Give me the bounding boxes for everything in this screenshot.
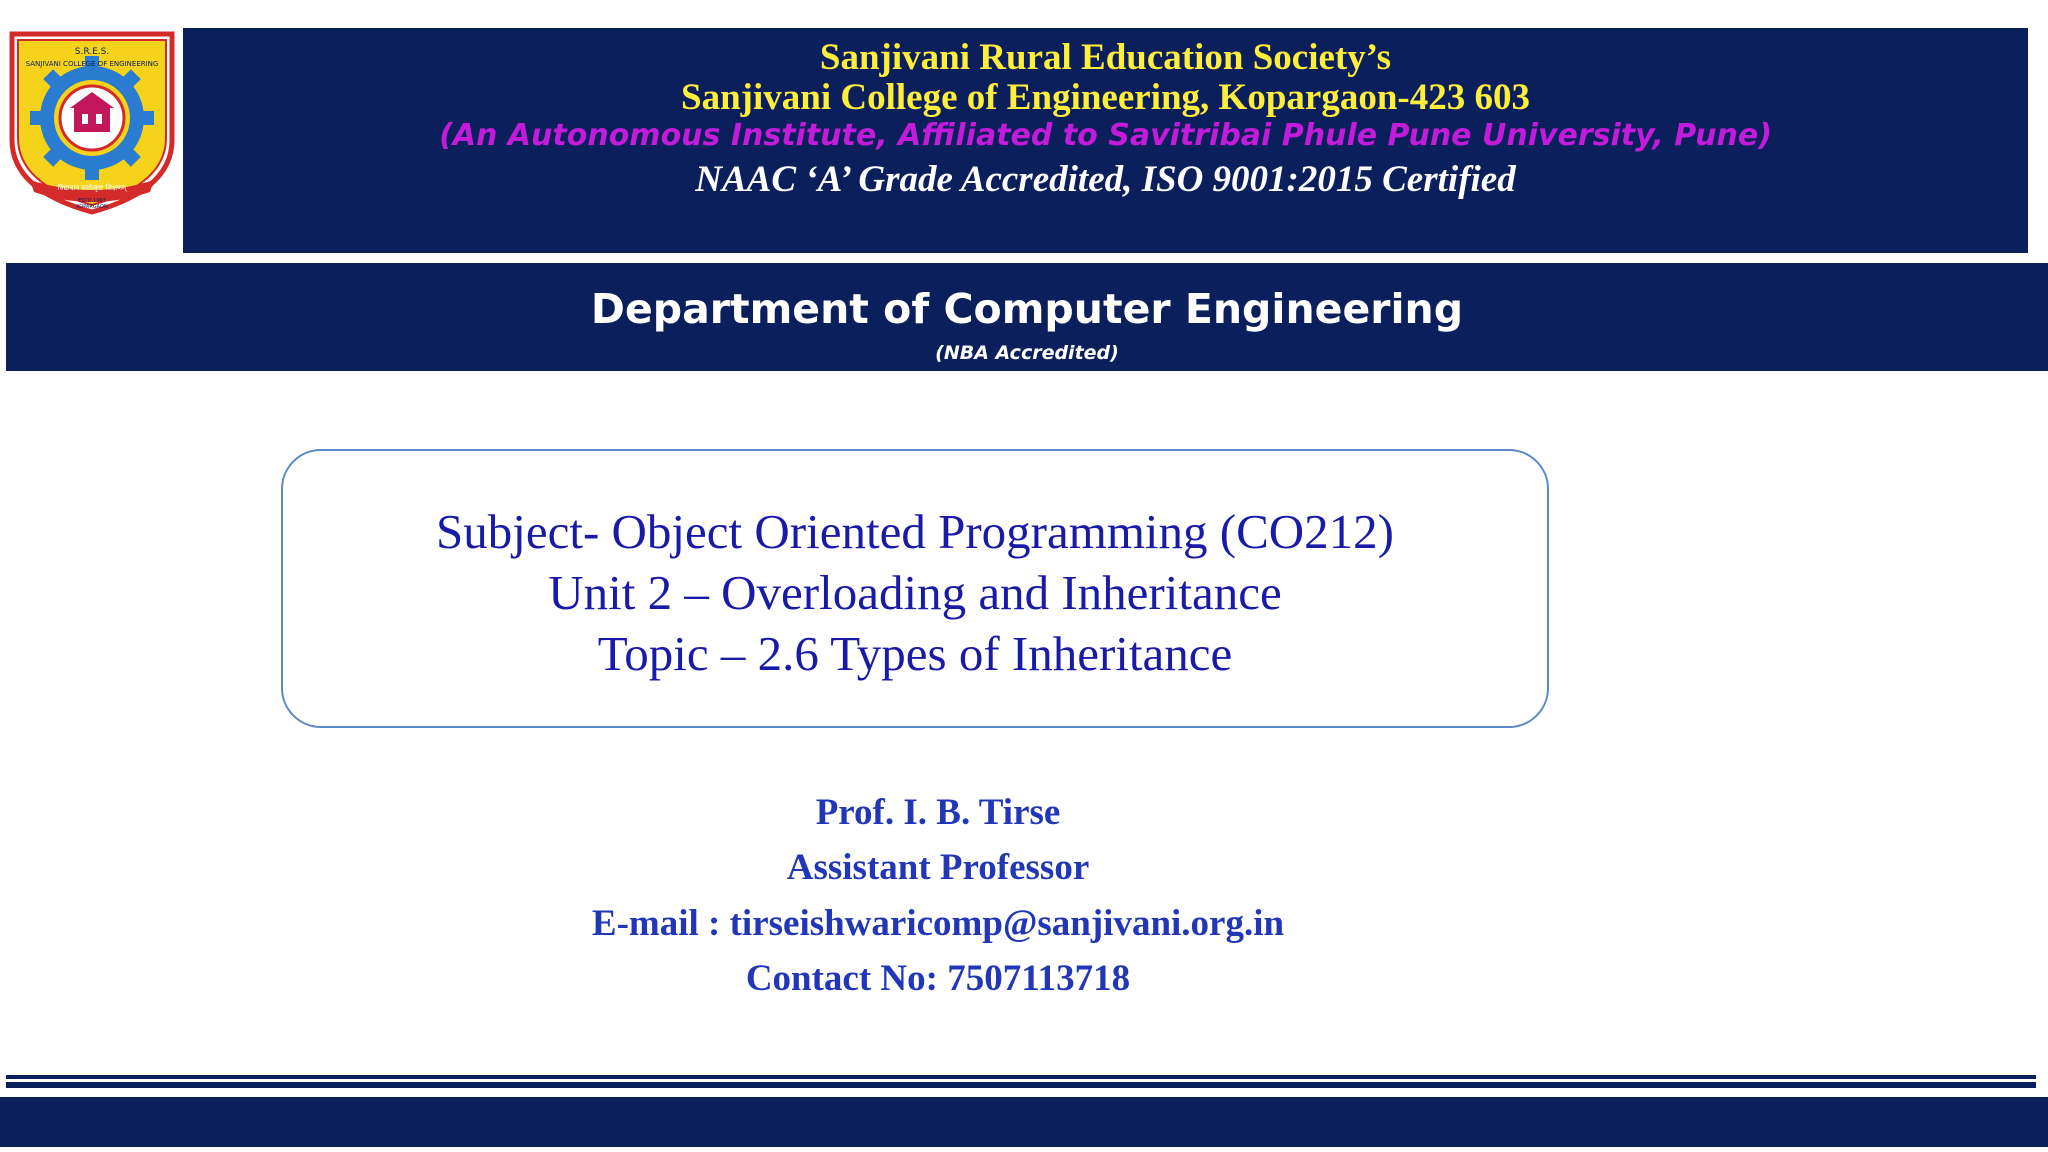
unit-title: Unit 2 – Overloading and Inheritance	[548, 565, 1282, 620]
author-role: Assistant Professor	[786, 847, 1090, 888]
accreditation-note: NAAC ‘A’ Grade Accredited, ISO 9001:2015 Certified	[695, 159, 1516, 200]
subject-title: Subject- Object Oriented Programming (CO212)	[435, 504, 1394, 559]
college-name: Sanjivani College of Engineering, Kopargaon-423 603	[681, 77, 1530, 118]
autonomous-note: (An Autonomous Institute, Affiliated to Savitribai Phule Pune University, Pune)	[439, 118, 1772, 153]
footer-divider	[6, 1082, 2036, 1088]
college-logo	[4, 30, 180, 216]
logo-place: KOPARGAON	[76, 204, 108, 210]
logo-ring-text: SANJIVANI COLLEGE OF ENGINEERING	[25, 60, 159, 68]
institute-header	[183, 28, 2028, 253]
logo-top-text: S.R.E.S.	[74, 47, 110, 57]
logo-estd: ESTD.1983	[78, 198, 106, 204]
author-email: E-mail : tirseishwaricomp@sanjivani.org.in	[591, 903, 1285, 944]
author-name: Prof. I. B. Tirse	[815, 792, 1061, 833]
topic-title: Topic – 2.6 Types of Inheritance	[597, 626, 1233, 681]
footer-divider	[6, 1075, 2036, 1079]
department-header	[6, 263, 2048, 371]
logo-motto: विद्यादान सर्वोत्कृष्ट शिक्षणम्	[57, 184, 127, 192]
subject-box	[281, 449, 1549, 728]
department-title: Department of Computer Engineering	[590, 285, 1464, 333]
society-name: Sanjivani Rural Education Society’s	[819, 37, 1392, 78]
footer-band	[0, 1097, 2048, 1147]
department-subtitle: (NBA Accredited)	[935, 342, 1119, 364]
author-contact: Contact No: 7507113718	[745, 958, 1131, 999]
